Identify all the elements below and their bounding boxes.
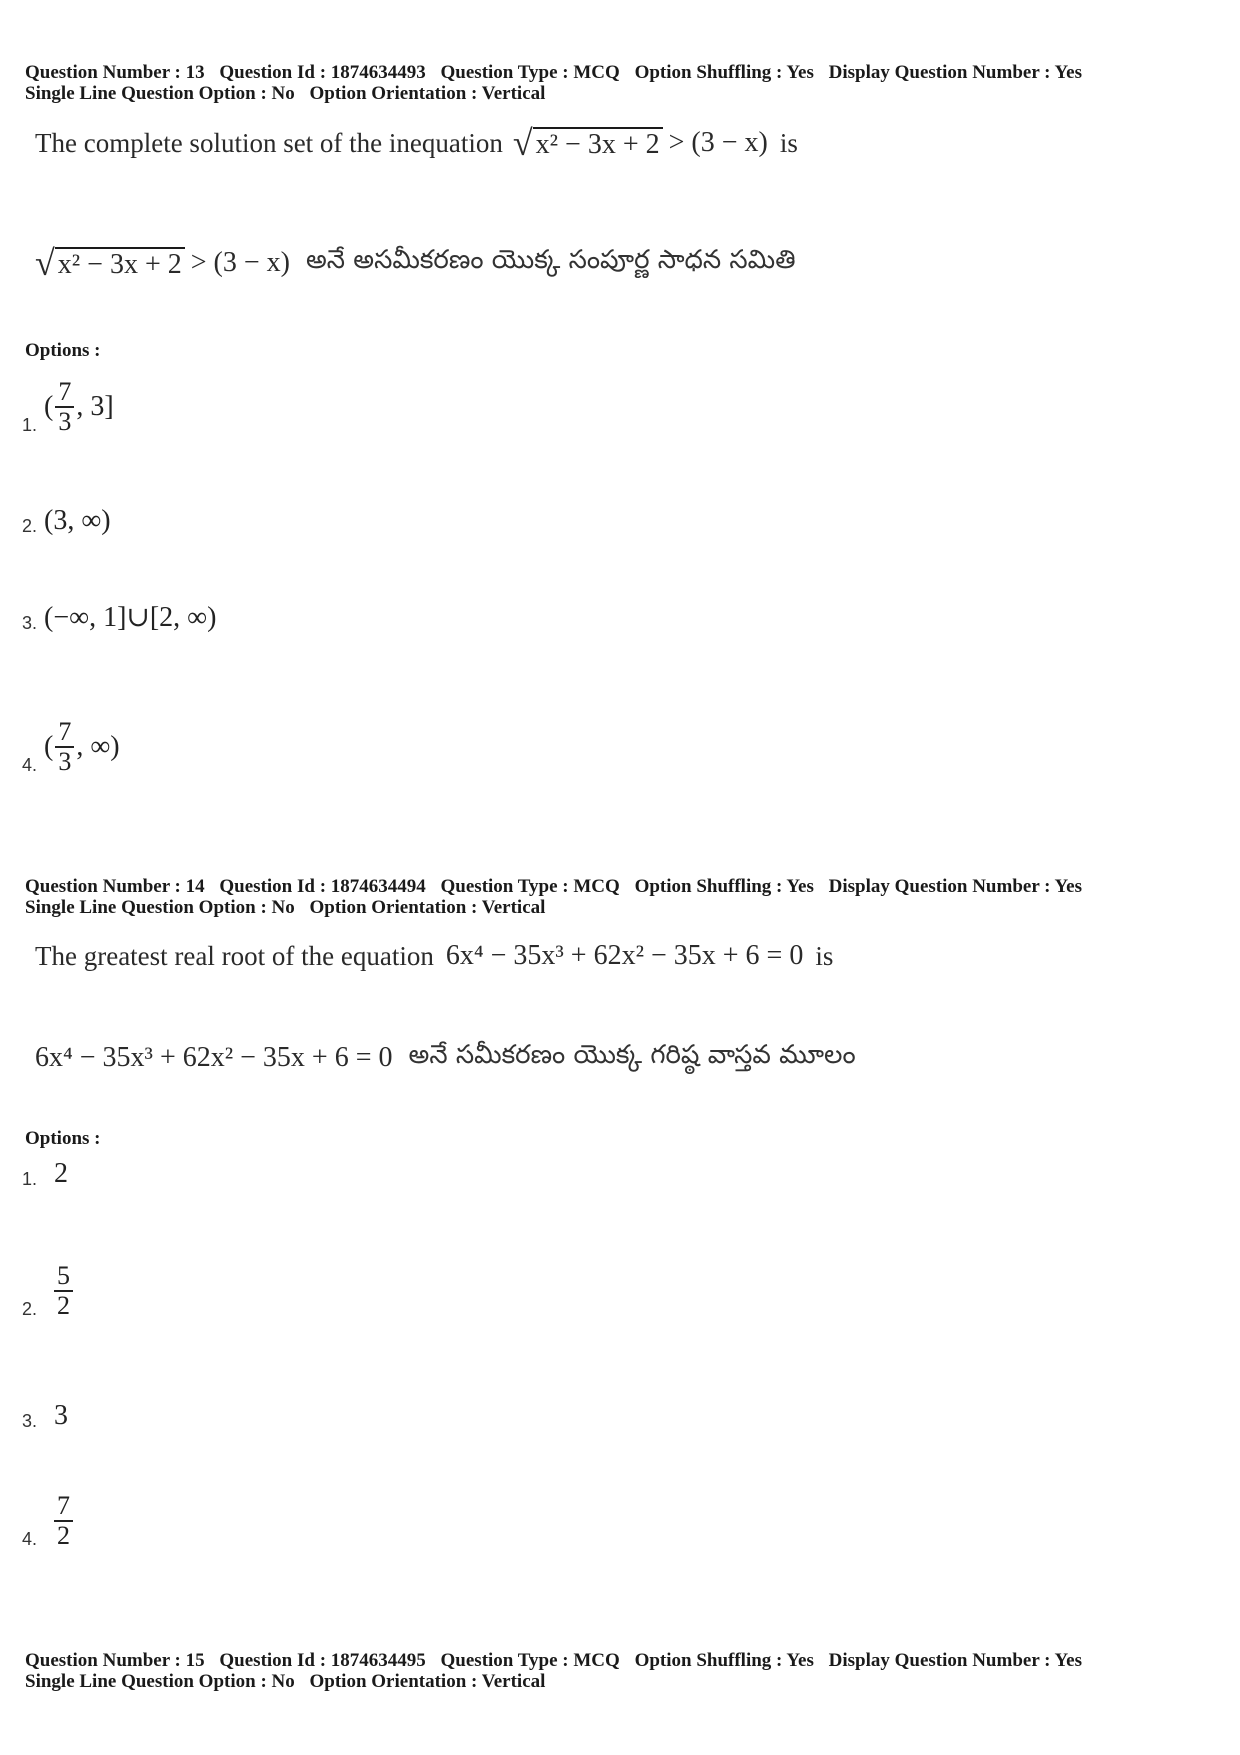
fraction-denominator: 3 bbox=[58, 747, 72, 776]
stem-telugu-text: అనే సమీకరణం యొక్క గరిష్ఠ వాస్తవ మూలం bbox=[408, 1040, 856, 1070]
inequality-rhs: > (3 − x) bbox=[190, 247, 290, 278]
option-number: 1. bbox=[22, 415, 38, 435]
option-number: 4. bbox=[22, 755, 38, 775]
question-13-stem-english bbox=[35, 125, 798, 161]
stem-text: The complete solution set of the inequation bbox=[35, 127, 503, 158]
option-shuffling: Option Shuffling : Yes bbox=[634, 1650, 814, 1671]
option-number: 1. bbox=[22, 1169, 38, 1189]
fraction-denominator: 2 bbox=[57, 1291, 70, 1320]
option-4[interactable] bbox=[22, 718, 120, 776]
radicand: x² − 3x + 2 bbox=[533, 127, 663, 161]
option-number: 3. bbox=[22, 613, 38, 633]
display-question-number: Display Question Number : Yes bbox=[828, 876, 1082, 897]
paren-open: ( bbox=[44, 391, 54, 422]
question-number: Question Number : 13 bbox=[25, 62, 205, 83]
single-line-option: Single Line Question Option : No bbox=[25, 1671, 295, 1692]
stem-math: √ x² − 3x + 2 > (3 − x) bbox=[35, 243, 290, 283]
option-number: 2. bbox=[22, 516, 38, 536]
question-id: Question Id : 1874634494 bbox=[219, 876, 426, 897]
question-id: Question Id : 1874634493 bbox=[219, 62, 426, 83]
option-value: 3 bbox=[54, 1400, 68, 1431]
fraction-numerator: 7 bbox=[55, 378, 74, 408]
option-shuffling: Option Shuffling : Yes bbox=[634, 876, 814, 897]
option-3[interactable] bbox=[22, 600, 216, 634]
stem-math: 6x⁴ − 35x³ + 62x² − 35x + 6 = 0 bbox=[445, 940, 804, 971]
options-label: Options : bbox=[25, 340, 101, 361]
fraction-denominator: 3 bbox=[58, 407, 72, 436]
option-value bbox=[52, 1262, 75, 1320]
option-3[interactable] bbox=[22, 1400, 68, 1432]
option-value: (3, ∞) bbox=[44, 505, 111, 536]
radicand: x² − 3x + 2 bbox=[55, 247, 185, 281]
question-14-stem-english bbox=[35, 940, 833, 972]
fraction-numerator: 5 bbox=[54, 1262, 73, 1292]
question-type: Question Type : MCQ bbox=[440, 1650, 620, 1671]
option-value bbox=[52, 1492, 75, 1550]
option-orientation: Option Orientation : Vertical bbox=[309, 1671, 546, 1692]
stem-telugu-text: అనే అసమీకరణం యొక్క సంపూర్ణ సాధన సమితి bbox=[305, 245, 796, 275]
single-line-option: Single Line Question Option : No bbox=[25, 83, 295, 104]
option-2[interactable] bbox=[22, 1262, 75, 1320]
single-line-option: Single Line Question Option : No bbox=[25, 897, 295, 918]
fraction bbox=[54, 1492, 73, 1550]
inequality-rhs: > (3 − x) bbox=[668, 127, 768, 158]
fraction bbox=[55, 718, 74, 776]
option-1[interactable] bbox=[22, 378, 114, 436]
stem-suffix: is bbox=[779, 127, 798, 158]
fraction bbox=[55, 378, 74, 436]
question-13-meta bbox=[25, 62, 1092, 104]
question-13-stem-telugu bbox=[35, 245, 796, 281]
option-value: (−∞, 1]∪[2, ∞) bbox=[44, 602, 217, 633]
question-type: Question Type : MCQ bbox=[440, 876, 620, 897]
option-shuffling: Option Shuffling : Yes bbox=[634, 62, 814, 83]
option-tail: , ∞) bbox=[76, 731, 120, 762]
display-question-number: Display Question Number : Yes bbox=[828, 62, 1082, 83]
question-type: Question Type : MCQ bbox=[440, 62, 620, 83]
fraction bbox=[54, 1262, 73, 1320]
stem-text: The greatest real root of the equation bbox=[35, 940, 434, 971]
stem-suffix: is bbox=[815, 940, 834, 971]
option-value bbox=[44, 718, 120, 776]
option-number: 3. bbox=[22, 1411, 38, 1431]
question-number: Question Number : 14 bbox=[25, 876, 205, 897]
question-14-meta bbox=[25, 876, 1092, 918]
fraction-denominator: 2 bbox=[57, 1521, 70, 1550]
fraction-numerator: 7 bbox=[55, 718, 74, 748]
stem-math: √ x² − 3x + 2 > (3 − x) bbox=[512, 123, 768, 163]
option-tail: , 3] bbox=[76, 391, 114, 422]
options-label: Options : bbox=[25, 1128, 101, 1149]
option-orientation: Option Orientation : Vertical bbox=[309, 83, 546, 104]
display-question-number: Display Question Number : Yes bbox=[828, 1650, 1082, 1671]
option-number: 2. bbox=[22, 1299, 38, 1319]
option-4[interactable] bbox=[22, 1492, 75, 1550]
option-orientation: Option Orientation : Vertical bbox=[309, 897, 546, 918]
question-14-stem-telugu bbox=[35, 1040, 856, 1076]
option-2[interactable] bbox=[22, 505, 111, 537]
question-15-meta bbox=[25, 1650, 1092, 1692]
question-number: Question Number : 15 bbox=[25, 1650, 205, 1671]
question-id: Question Id : 1874634495 bbox=[219, 1650, 426, 1671]
paren-open: ( bbox=[44, 731, 54, 762]
stem-math: 6x⁴ − 35x³ + 62x² − 35x + 6 = 0 bbox=[35, 1042, 393, 1073]
fraction-numerator: 7 bbox=[54, 1492, 73, 1522]
option-value bbox=[44, 378, 114, 436]
option-number: 4. bbox=[22, 1529, 38, 1549]
option-value: 2 bbox=[54, 1158, 68, 1189]
option-1[interactable] bbox=[22, 1158, 68, 1190]
